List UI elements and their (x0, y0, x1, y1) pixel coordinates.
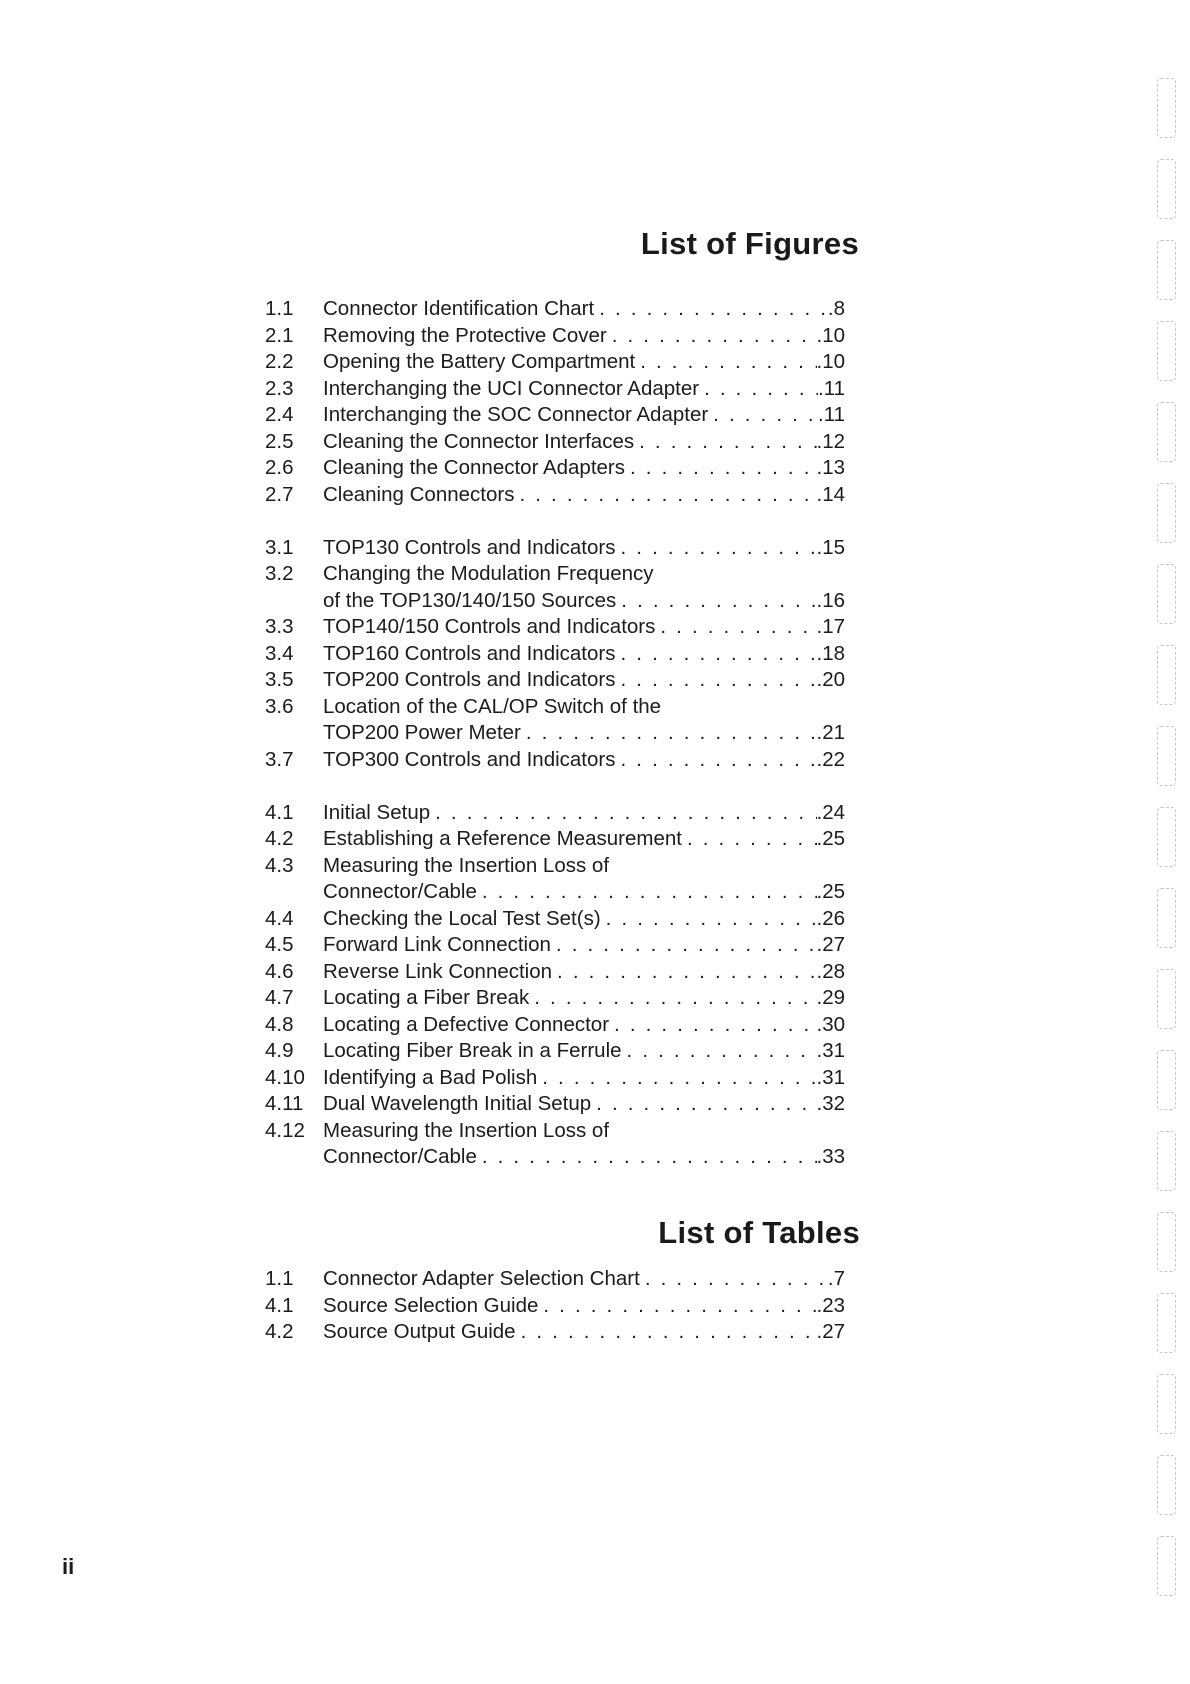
entry-title: Connector Adapter Selection Chart (323, 1267, 640, 1290)
index-tab-outline (1157, 969, 1176, 1029)
toc-entry (265, 535, 845, 562)
entry-number: 3.6 (265, 694, 294, 718)
dot-leader (552, 959, 816, 986)
entry-title: Removing the Protective Cover (323, 323, 607, 347)
entry-page: .25 (816, 880, 845, 903)
entry-leader-line (323, 323, 845, 350)
entry-number: 3.7 (265, 747, 294, 771)
dot-leader (699, 376, 818, 403)
dot-leader (682, 826, 817, 853)
entry-leader-line (323, 932, 845, 959)
dot-leader (622, 1038, 817, 1065)
toc-entry (265, 429, 845, 456)
entry-page: .31 (816, 1039, 845, 1062)
toc-entry (265, 853, 845, 880)
entry-title: Connector/Cable (323, 1145, 477, 1168)
dot-leader (708, 402, 818, 429)
entry-number: 4.4 (265, 906, 294, 930)
toc-entry (265, 614, 845, 641)
index-tab-outline (1157, 321, 1176, 381)
entry-leader-line (323, 402, 845, 429)
entry-leader-line (323, 1144, 845, 1171)
toc-entry (265, 826, 845, 853)
toc-entry (265, 402, 845, 429)
index-tab-outline (1157, 1374, 1176, 1434)
index-tab-outline (1157, 1131, 1176, 1191)
entry-page: .10 (816, 323, 845, 347)
entry-title: Location of the CAL/OP Switch of the (323, 694, 662, 718)
dot-leader (625, 455, 816, 482)
entry-number: 2.7 (265, 482, 294, 506)
entry-leader-line (323, 455, 845, 482)
entry-number: 4.5 (265, 933, 294, 956)
dot-leader (529, 985, 816, 1012)
dot-leader (430, 800, 816, 827)
entry-page: .17 (816, 615, 845, 638)
toc-entry-continuation (265, 720, 845, 747)
index-tab-outline (1157, 726, 1176, 786)
entry-page: .21 (816, 721, 845, 744)
toc-entry (265, 482, 845, 509)
entry-number: 2.1 (265, 323, 294, 347)
toc-entry (265, 747, 845, 774)
entry-title: Identifying a Bad Polish (323, 1065, 538, 1089)
entry-page: .32 (816, 1092, 845, 1115)
figures-list (265, 296, 845, 1171)
dot-leader (538, 1293, 816, 1320)
dot-leader (634, 429, 816, 456)
entry-title: Locating Fiber Break in a Ferrule (323, 1039, 622, 1062)
entry-page: .30 (816, 1012, 845, 1036)
entry-page: .22 (816, 747, 845, 771)
index-tab-outline (1157, 645, 1176, 705)
entry-leader-line (323, 906, 845, 933)
page-number: ii (62, 1554, 75, 1579)
index-tab-outline (1157, 78, 1176, 138)
entry-page: .29 (816, 986, 845, 1009)
dot-leader (635, 349, 816, 376)
toc-entry (265, 1012, 845, 1039)
toc-entry (265, 561, 845, 588)
toc-entry (265, 323, 845, 350)
entry-page: .12 (816, 429, 845, 453)
entry-number: 2.6 (265, 456, 294, 479)
dot-leader (615, 641, 816, 668)
toc-entry (265, 455, 845, 482)
index-tab-outline (1157, 1293, 1176, 1353)
entry-page: .15 (816, 535, 845, 559)
entry-leader-line (323, 535, 845, 562)
dot-leader (609, 1012, 816, 1039)
entry-leader-line (323, 879, 845, 906)
entry-title: Checking the Local Test Set(s) (323, 906, 601, 930)
toc-entry (265, 667, 845, 694)
entry-page: .23 (816, 1293, 845, 1317)
entry-title: TOP300 Controls and Indicators (323, 747, 616, 771)
entry-number: 4.1 (265, 1293, 294, 1317)
entry-number: 4.2 (265, 827, 294, 850)
dot-leader (514, 482, 816, 509)
toc-entry (265, 932, 845, 959)
entry-leader-line (323, 614, 845, 641)
dot-leader (615, 747, 816, 774)
entry-leader-line (323, 482, 845, 509)
entry-leader-line (323, 588, 845, 615)
toc-entry (265, 694, 845, 721)
dot-leader (477, 1144, 817, 1171)
entry-page: .27 (816, 1320, 845, 1343)
entry-number: 4.7 (265, 986, 294, 1009)
entry-leader-line (323, 1293, 845, 1320)
index-tab-outline (1157, 807, 1176, 867)
entry-number: 3.5 (265, 668, 294, 691)
entry-title: Changing the Modulation Frequency (323, 562, 654, 585)
entry-title: Establishing a Reference Measurement (323, 827, 682, 850)
entry-title: Forward Link Connection (323, 933, 551, 956)
entry-title: TOP200 Controls and Indicators (323, 668, 616, 691)
entry-page: .31 (816, 1065, 845, 1089)
entry-title: Opening the Battery Compartment (323, 350, 636, 373)
index-tab-outline (1157, 1536, 1176, 1596)
entry-title: Cleaning the Connector Interfaces (323, 429, 635, 453)
entry-title: Measuring the Insertion Loss of (323, 853, 610, 877)
entry-title: TOP200 Power Meter (323, 721, 521, 744)
dot-leader (607, 323, 817, 350)
dot-leader (521, 720, 817, 747)
entry-title: Measuring the Insertion Loss of (323, 1118, 610, 1142)
dot-leader (615, 535, 816, 562)
index-tab-outline (1157, 159, 1176, 219)
entry-leader-line (323, 296, 845, 323)
entry-leader-line (323, 1091, 845, 1118)
entry-title: Cleaning the Connector Adapters (323, 456, 626, 479)
entry-title: Interchanging the UCI Connector Adapter (323, 376, 700, 400)
entry-number: 1.1 (265, 1267, 294, 1290)
toc-entry (265, 985, 845, 1012)
entry-number: 4.1 (265, 800, 294, 824)
list-of-tables-heading: List of Tables (658, 1215, 860, 1250)
entry-page: .18 (816, 641, 845, 665)
toc-entry (265, 1118, 845, 1145)
entry-page: .24 (816, 800, 845, 824)
entry-page: .11 (818, 376, 845, 400)
entry-leader-line (323, 826, 845, 853)
dot-leader (616, 588, 816, 615)
dot-leader (640, 1266, 828, 1293)
entry-title: Source Selection Guide (323, 1293, 539, 1317)
entry-title: Interchanging the SOC Connector Adapter (323, 403, 709, 426)
entry-page: .25 (816, 827, 845, 850)
entry-number: 4.8 (265, 1012, 294, 1036)
toc-entry (265, 906, 845, 933)
index-tab-outline (1157, 1050, 1176, 1110)
entry-leader-line (323, 349, 845, 376)
entry-leader-line (323, 747, 845, 774)
entry-page: .26 (816, 906, 845, 930)
entry-title: TOP160 Controls and Indicators (323, 641, 616, 665)
dot-leader (594, 296, 828, 323)
dot-leader (477, 879, 817, 906)
entry-leader-line (323, 641, 845, 668)
entry-number: 1.1 (265, 297, 294, 320)
entry-leader-line (323, 720, 845, 747)
dot-leader (601, 906, 817, 933)
entry-page: .13 (816, 456, 845, 479)
index-tab-outline (1157, 402, 1176, 462)
entry-number: 2.4 (265, 403, 294, 426)
dot-leader (537, 1065, 816, 1092)
entry-page: .10 (816, 350, 845, 373)
toc-entry (265, 1038, 845, 1065)
entry-number: 4.3 (265, 853, 294, 877)
entry-title: Locating a Defective Connector (323, 1012, 610, 1036)
toc-entry (265, 1091, 845, 1118)
entry-number: 2.2 (265, 350, 294, 373)
entry-title: Connector Identification Chart (323, 297, 595, 320)
entry-leader-line (323, 376, 845, 403)
entry-leader-line (323, 959, 845, 986)
entry-number: 4.2 (265, 1320, 294, 1343)
entry-title: TOP140/150 Controls and Indicators (323, 615, 656, 638)
list-of-figures-heading: List of Figures (640, 226, 859, 261)
entry-number: 4.9 (265, 1039, 294, 1062)
dot-leader (655, 614, 816, 641)
entry-number: 3.1 (265, 535, 294, 559)
entry-page: .8 (827, 297, 845, 320)
entry-title: TOP130 Controls and Indicators (323, 535, 616, 559)
dot-leader (615, 667, 816, 694)
entry-title: of the TOP130/140/150 Sources (323, 588, 617, 612)
entry-leader-line (323, 800, 845, 827)
entry-leader-line (323, 429, 845, 456)
dot-leader (591, 1091, 816, 1118)
index-tab-outline (1157, 1455, 1176, 1515)
entry-number: 3.3 (265, 615, 294, 638)
entry-leader-line (323, 1065, 845, 1092)
entry-page: .27 (816, 933, 845, 956)
entry-number: 4.12 (265, 1118, 305, 1142)
toc-entry (265, 1266, 845, 1293)
entry-leader-line (323, 985, 845, 1012)
toc-entry (265, 376, 845, 403)
entry-page: .28 (816, 959, 845, 983)
entry-leader-line (323, 1319, 845, 1346)
index-tab-outline (1157, 1212, 1176, 1272)
toc-entry-continuation (265, 1144, 845, 1171)
dot-leader (516, 1319, 817, 1346)
tables-list (265, 1266, 845, 1346)
entry-number: 2.3 (265, 376, 294, 400)
entry-number: 2.5 (265, 429, 294, 453)
toc-entry (265, 800, 845, 827)
entry-leader-line (323, 1038, 845, 1065)
entry-leader-line (323, 1266, 845, 1293)
index-tab-outline (1157, 564, 1176, 624)
toc-entry (265, 1293, 845, 1320)
entry-title: Reverse Link Connection (323, 959, 553, 983)
toc-entry (265, 296, 845, 323)
entry-page: .20 (816, 668, 845, 691)
toc-entry (265, 641, 845, 668)
entry-page: .33 (816, 1145, 845, 1168)
entry-title: Dual Wavelength Initial Setup (323, 1092, 592, 1115)
entry-leader-line (323, 1012, 845, 1039)
entry-leader-line (323, 667, 845, 694)
toc-entry (265, 1065, 845, 1092)
entry-title: Cleaning Connectors (323, 482, 515, 506)
entry-number: 4.10 (265, 1065, 305, 1089)
entry-title: Connector/Cable (323, 880, 477, 903)
toc-entry-continuation (265, 879, 845, 906)
entry-number: 3.2 (265, 562, 294, 585)
toc-entry (265, 349, 845, 376)
entry-number: 4.6 (265, 959, 294, 983)
entry-page: .11 (818, 403, 845, 426)
entry-title: Source Output Guide (323, 1320, 516, 1343)
index-tab-outline (1157, 483, 1176, 543)
index-tab-outline (1157, 240, 1176, 300)
entry-page: .7 (827, 1267, 845, 1290)
dot-leader (551, 932, 817, 959)
entry-title: Initial Setup (323, 800, 431, 824)
entry-number: 3.4 (265, 641, 294, 665)
entry-page: .16 (816, 588, 845, 612)
toc-entry (265, 1319, 845, 1346)
toc-entry (265, 959, 845, 986)
entry-page: .14 (816, 482, 845, 506)
toc-entry-continuation (265, 588, 845, 615)
entry-number: 4.11 (265, 1092, 304, 1115)
index-tab-outline (1157, 888, 1176, 948)
entry-title: Locating a Fiber Break (323, 986, 530, 1009)
binder-index-tabs (1157, 78, 1181, 1598)
